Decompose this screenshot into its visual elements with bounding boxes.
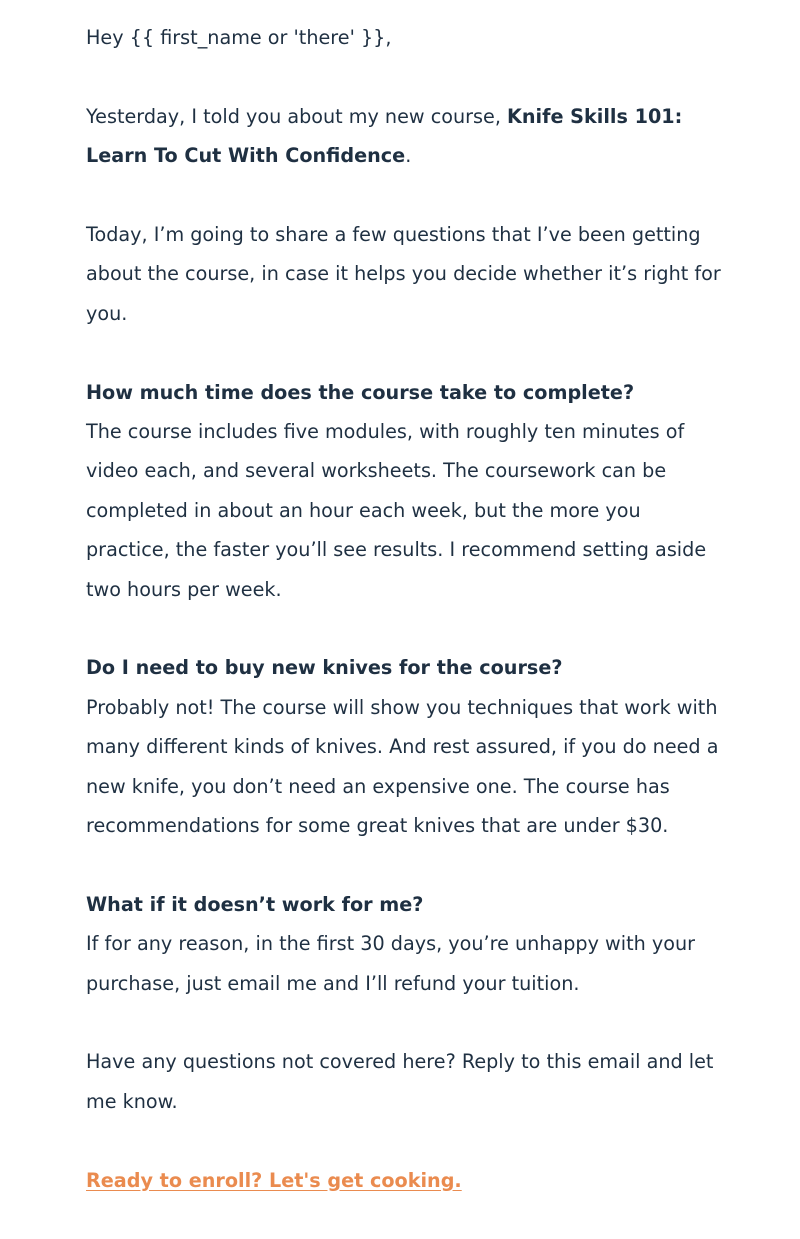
lead-in-paragraph: Today, I’m going to share a few questions that I’ve been getting about the course, in case it helps you decide whether it’s right for you.	[86, 223, 721, 325]
faq-answer: If for any reason, in the first 30 days, you’re unhappy with your purchase, just email me and I’ll refund your tuition.	[86, 932, 695, 995]
intro-text: Yesterday, I told you about my new course,	[86, 104, 508, 128]
faq-question: What if it doesn’t work for me?	[86, 892, 424, 916]
faq-item	[86, 648, 726, 845]
enroll-link[interactable]: Ready to enroll? Let's get cooking.	[86, 1168, 462, 1192]
faq-item	[86, 373, 726, 609]
closing-paragraph: Have any questions not covered here? Reply to this email and let me know.	[86, 1050, 714, 1113]
email-body	[86, 18, 726, 1239]
faq-answer: The course includes five modules, with roughly ten minutes of video each, and several worksheets. The coursework can be completed in about an hour each week, but the more you practice, the faster you’ll see results. I recommend setting aside two hours per week.	[86, 420, 707, 601]
intro-paragraph	[86, 97, 726, 176]
faq-question: Do I need to buy new knives for the course?	[86, 656, 563, 680]
faq-item	[86, 885, 726, 1003]
intro-end: .	[405, 144, 412, 168]
greeting: Hey {{ first_name or 'there' }},	[86, 26, 392, 49]
course-title: Knife Skills 101: Learn To Cut With Confidence	[86, 104, 683, 168]
faq-question: How much time does the course take to complete?	[86, 380, 635, 404]
faq-answer: Probably not! The course will show you techniques that work with many different kinds of knives. And rest assured, if you do need a new knife, you don’t need an expensive one. The course has recommendations for some great knives that are under $30.	[86, 695, 719, 838]
